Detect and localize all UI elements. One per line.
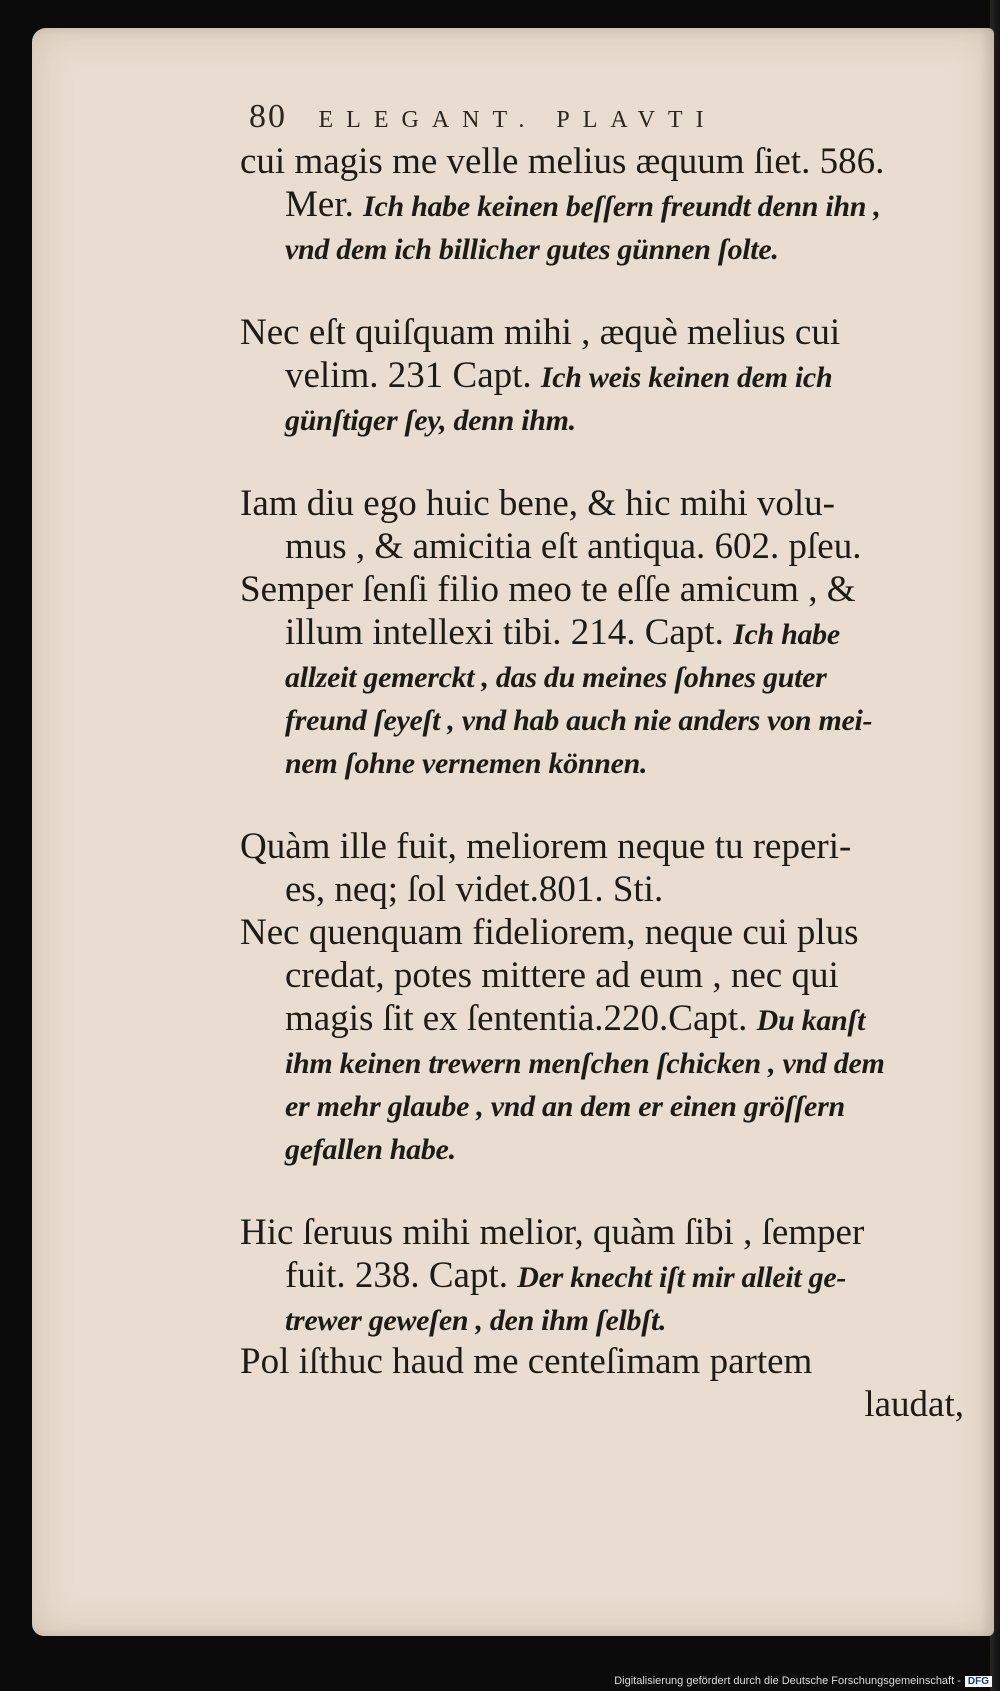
german-translation: Der knecht iſt mir alleit ge- (517, 1261, 847, 1294)
page-number: 80 (249, 98, 287, 135)
latin-text: mus , & amicitia eſt antiqua. 602. pſeu. (285, 526, 862, 567)
text-line (240, 568, 964, 611)
text-line (240, 1340, 964, 1383)
latin-text: credat, potes mittere ad eum , nec qui (285, 955, 839, 996)
german-translation: freund ſeyeſt , vnd hab auch nie anders von mei- (285, 704, 873, 737)
text-line (240, 697, 964, 740)
text-line (240, 354, 964, 397)
page-text (240, 140, 964, 1426)
entry-separator (240, 783, 964, 825)
text-line (240, 1254, 964, 1297)
text-line (240, 397, 964, 440)
text-line (240, 911, 964, 954)
latin-text: es, neq; ſol videt.801. Sti. (285, 869, 664, 910)
phrase-entry (240, 1211, 964, 1426)
text-line (240, 997, 964, 1040)
text-line (240, 825, 964, 868)
entry-separator (240, 440, 964, 482)
latin-text: Hic ſeruus mihi melior, quàm ſibi , ſemper (240, 1212, 865, 1253)
latin-text: Semper ſenſi filio meo te eſſe amicum , & (240, 569, 856, 610)
text-line (240, 183, 964, 226)
text-line (240, 868, 964, 911)
text-line (240, 740, 964, 783)
german-translation: trewer geweſen , den ihm ſelbſt. (285, 1304, 667, 1337)
text-line (240, 1126, 964, 1169)
german-translation: günſtiger ſey, denn ihm. (285, 404, 576, 437)
latin-text: magis ſit ex ſententia.220.Capt. (285, 998, 757, 1039)
text-line (240, 1083, 964, 1126)
latin-text: cui magis me velle melius æquum ſiet. 586. (240, 141, 885, 182)
text-line (240, 1383, 964, 1426)
text-line (240, 954, 964, 997)
latin-text: Mer. (285, 184, 364, 225)
latin-text: Quàm ille fuit, meliorem neque tu reperi- (240, 826, 852, 867)
phrase-entry (240, 825, 964, 1169)
running-header (249, 98, 717, 136)
german-translation: nem ſohne vernemen können. (285, 747, 648, 780)
latin-text: Nec quenquam fideliorem, neque cui plus (240, 912, 859, 953)
latin-text: Nec eſt quiſquam mihi , æquè melius cui (240, 312, 841, 353)
text-line (240, 1297, 964, 1340)
phrase-entry (240, 482, 964, 783)
latin-text: velim. 231 Capt. (285, 355, 541, 396)
text-line (240, 482, 964, 525)
latin-text: Iam diu ego huic bene, & hic mihi volu- (240, 483, 835, 524)
phrase-entry (240, 311, 964, 440)
german-translation: Du kanſt (756, 1004, 866, 1037)
german-translation: gefallen habe. (285, 1133, 456, 1166)
latin-text: illum intellexi tibi. 214. Capt. (285, 612, 734, 653)
latin-text: fuit. 238. Capt. (285, 1255, 518, 1296)
german-translation: Ich weis keinen dem ich (540, 361, 833, 394)
text-line (240, 1211, 964, 1254)
dfg-logo: DFG (965, 1676, 992, 1687)
entry-separator (240, 1169, 964, 1211)
entry-separator (240, 269, 964, 311)
german-translation: allzeit gemerckt , das du meines ſohnes guter (285, 661, 827, 694)
text-line (240, 525, 964, 568)
text-line (240, 311, 964, 354)
german-translation: Ich habe keinen beſſern freundt denn ihn , (363, 190, 881, 223)
german-translation: vnd dem ich billicher gutes günnen ſolte. (285, 233, 779, 266)
phrase-entry (240, 140, 964, 269)
text-line (240, 654, 964, 697)
german-translation: ihm keinen trewern menſchen ſchicken , vnd dem (285, 1047, 885, 1080)
text-line (240, 226, 964, 269)
credit-text: Digitalisierung gefördert durch die Deutsche Forschungsgemeinschaft - (614, 1675, 961, 1687)
latin-text: Pol iſthuc haud me centeſimam partem (240, 1341, 813, 1382)
latin-text: laudat, (864, 1384, 964, 1425)
german-translation: er mehr glaube , vnd an dem er einen gröſſern (285, 1090, 845, 1123)
text-line (240, 1040, 964, 1083)
digitization-credit (614, 1675, 992, 1687)
text-line (240, 140, 964, 183)
german-translation: Ich habe (733, 618, 840, 651)
running-title: ELEGANT. PLAVTI (318, 107, 717, 133)
text-line (240, 611, 964, 654)
